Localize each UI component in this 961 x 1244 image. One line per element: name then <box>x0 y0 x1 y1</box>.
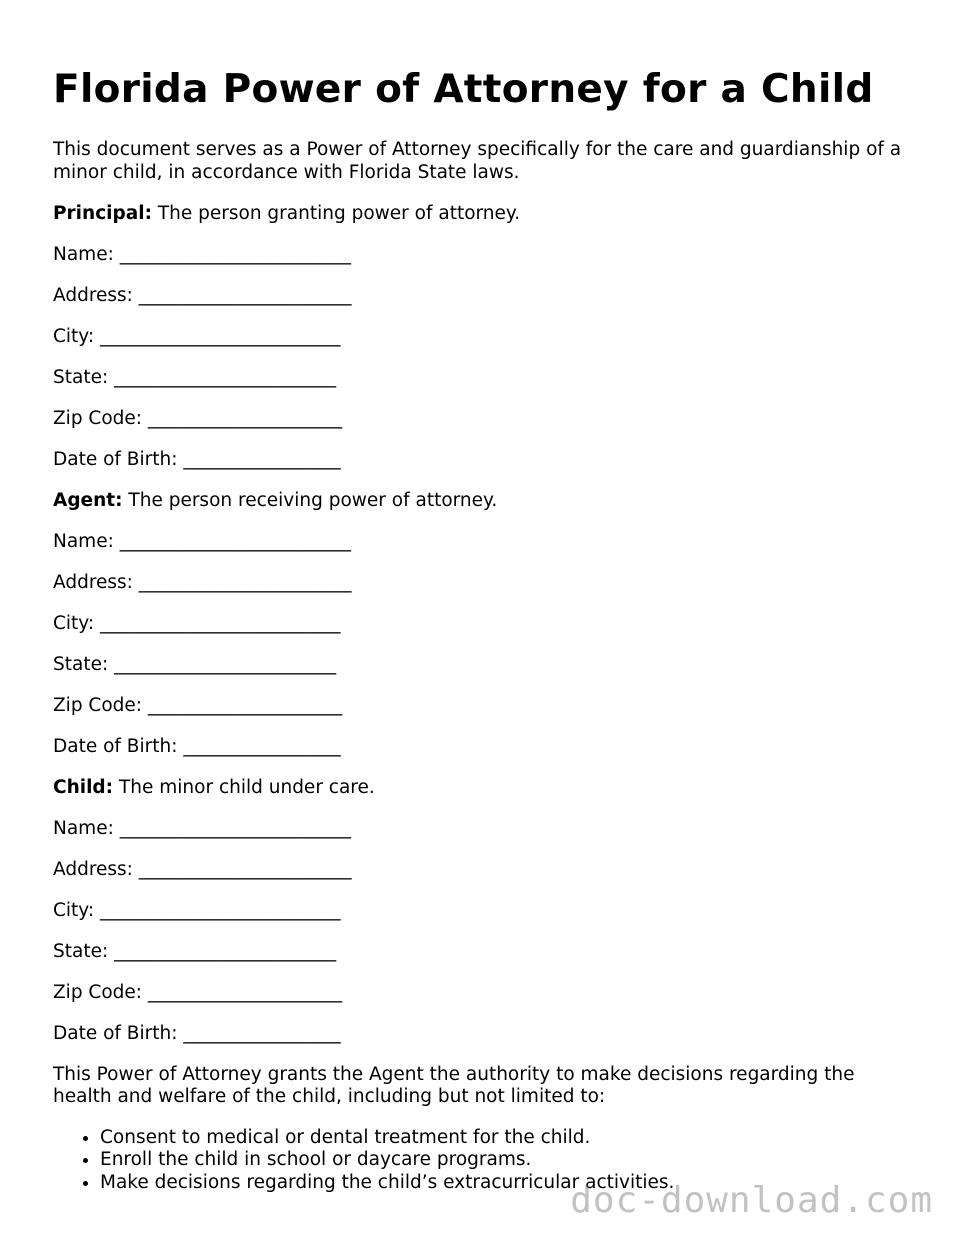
document-title: Florida Power of Attorney for a Child <box>53 67 874 112</box>
child-name-field[interactable]: Name: _________________________ <box>53 817 351 839</box>
principal-name-field[interactable]: Name: _________________________ <box>53 243 351 265</box>
authority-paragraph: This Power of Attorney grants the Agent the authority to make decisions regarding the health and welfare of the child, including but not limited to: <box>53 1063 855 1107</box>
child-label: Child: <box>53 776 114 798</box>
child-address-field[interactable]: Address: _______________________ <box>53 858 352 880</box>
principal-dob-field[interactable]: Date of Birth: _________________ <box>53 448 341 470</box>
child-section <box>53 777 913 1046</box>
child-zip-field[interactable]: Zip Code: _____________________ <box>53 981 343 1003</box>
child-description: The minor child under care. <box>113 776 375 798</box>
principal-label: Principal: <box>53 202 152 224</box>
intro-paragraph: This document serves as a Power of Attorney specifically for the care and guardianship of a minor child, in accordance with Florida State laws. <box>53 139 902 183</box>
list-item: • Enroll the child in school or daycare programs. <box>100 1149 913 1172</box>
principal-section <box>53 203 913 472</box>
agent-state-field[interactable]: State: ________________________ <box>53 653 337 675</box>
child-dob-field[interactable]: Date of Birth: _________________ <box>53 1022 341 1044</box>
agent-heading <box>53 490 913 513</box>
list-item: • Consent to medical or dental treatment for the child. <box>100 1127 913 1150</box>
principal-heading <box>53 203 913 226</box>
agent-label: Agent: <box>53 489 123 511</box>
principal-city-field[interactable]: City: __________________________ <box>53 325 341 347</box>
document-page <box>53 66 913 1194</box>
principal-description: The person granting power of attorney. <box>151 202 521 224</box>
child-city-field[interactable]: City: __________________________ <box>53 899 341 921</box>
list-item: • Make decisions regarding the child’s extracurricular activities. <box>100 1172 913 1195</box>
watermark: doc-download.com <box>570 1180 933 1221</box>
principal-zip-field[interactable]: Zip Code: _____________________ <box>53 407 343 429</box>
principal-state-field[interactable]: State: ________________________ <box>53 366 337 388</box>
agent-section <box>53 490 913 759</box>
principal-address-field[interactable]: Address: _______________________ <box>53 284 352 306</box>
child-heading <box>53 777 913 800</box>
agent-description: The person receiving power of attorney. <box>122 489 498 511</box>
agent-address-field[interactable]: Address: _______________________ <box>53 571 352 593</box>
agent-zip-field[interactable]: Zip Code: _____________________ <box>53 694 343 716</box>
agent-dob-field[interactable]: Date of Birth: _________________ <box>53 735 341 757</box>
agent-city-field[interactable]: City: __________________________ <box>53 612 341 634</box>
child-state-field[interactable]: State: ________________________ <box>53 940 337 962</box>
agent-name-field[interactable]: Name: _________________________ <box>53 530 351 552</box>
